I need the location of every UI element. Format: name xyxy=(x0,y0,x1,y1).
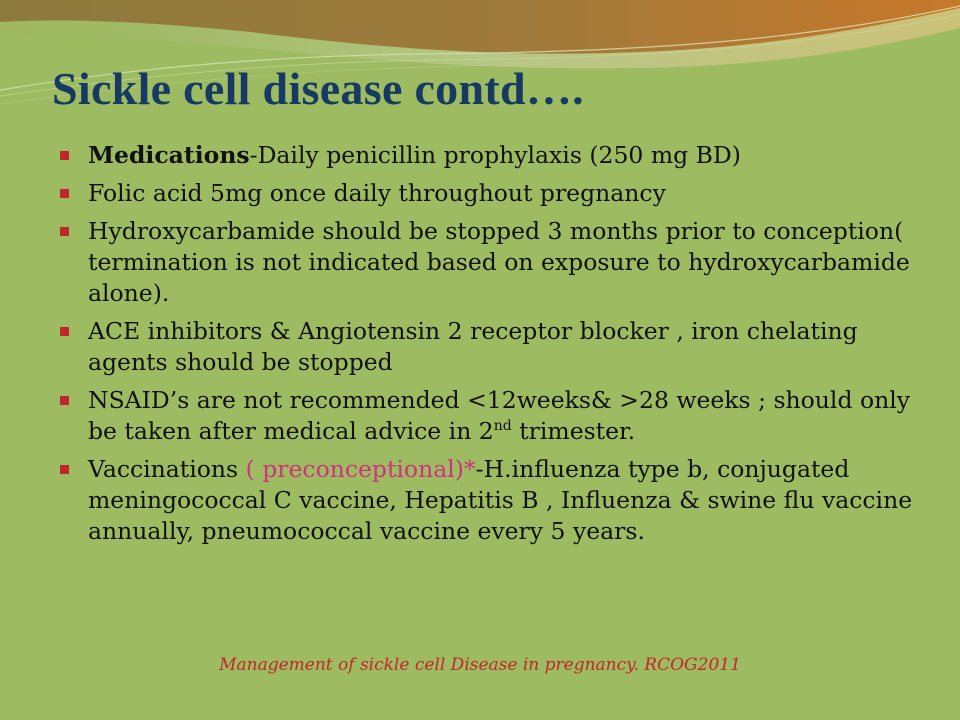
bullet-text: ACE inhibitors & Angiotensin 2 receptor blocker , iron chelating agents should be stopped xyxy=(88,317,858,376)
square-bullet-icon xyxy=(60,327,69,336)
bullet-text: -Daily penicillin prophylaxis (250 mg BD) xyxy=(249,141,741,169)
bullet-list xyxy=(58,140,928,554)
square-bullet-icon xyxy=(60,227,69,236)
square-bullet-icon xyxy=(60,396,69,405)
bullet-folic-acid xyxy=(58,178,928,209)
highlight-preconceptional: ( preconceptional)* xyxy=(245,455,476,483)
bullet-bold-label: Medications xyxy=(88,141,250,169)
bullet-ace-inhibitors xyxy=(58,316,928,378)
bullet-text: NSAID’s are not recommended <12weeks& >28 weeks ; should only be taken after medical advice in 2 xyxy=(88,386,911,445)
bullet-text-end: -H.influenza type b, conjugated meningococcal C vaccine, Hepatitis B , Influenza & swine flu vaccine annually, pneumococcal vaccine every 5 years. xyxy=(88,455,913,545)
bullet-text-end: trimester. xyxy=(511,417,636,445)
bullet-text: Hydroxycarbamide should be stopped 3 months prior to conception( termination is not indicated based on exposure to hydroxycarbamide alone). xyxy=(88,217,910,307)
slide-title: Sickle cell disease contd…. xyxy=(52,63,584,114)
bullet-nsaids xyxy=(58,385,928,447)
bullet-medications xyxy=(58,140,928,171)
superscript-nd: nd xyxy=(493,418,512,434)
bullet-vaccinations xyxy=(58,454,928,547)
reference-citation: Management of sickle cell Disease in pregnancy. RCOG2011 xyxy=(219,655,741,675)
bullet-text: Folic acid 5mg once daily throughout pregnancy xyxy=(88,179,666,207)
square-bullet-icon xyxy=(60,465,69,474)
bullet-text: Vaccinations xyxy=(88,455,246,483)
bullet-hydroxycarbamide xyxy=(58,216,928,309)
square-bullet-icon xyxy=(60,151,69,160)
square-bullet-icon xyxy=(60,189,69,198)
